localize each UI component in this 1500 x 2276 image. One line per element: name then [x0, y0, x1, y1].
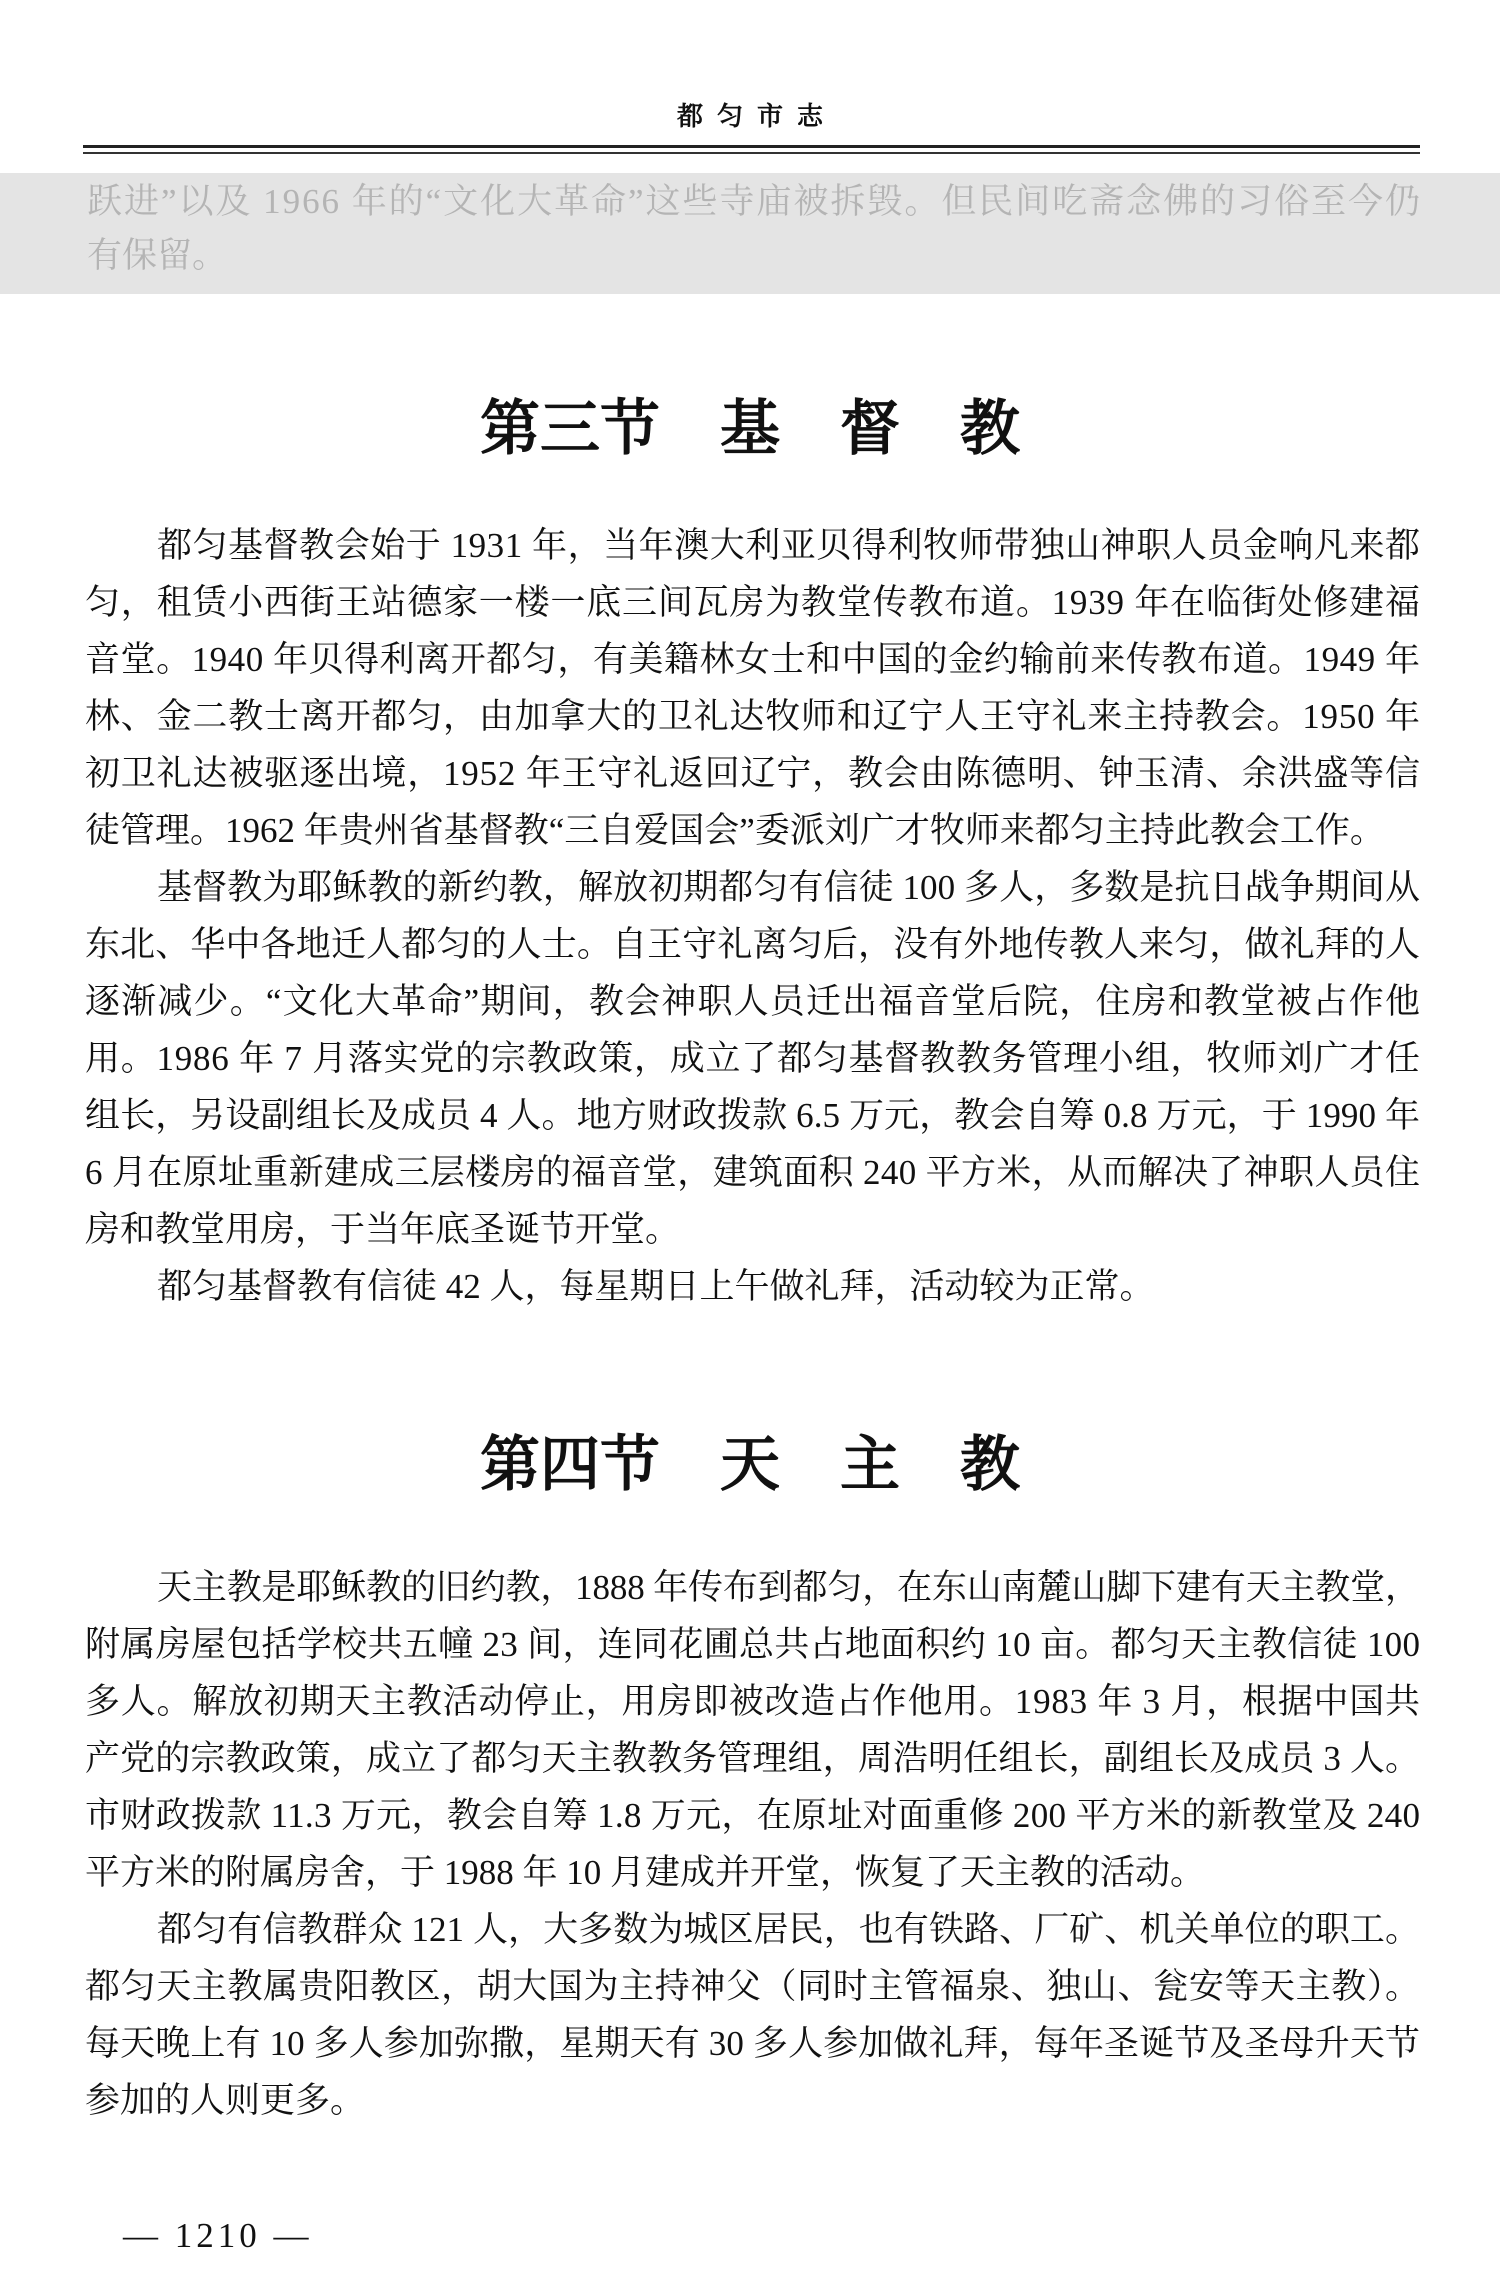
text-line: 每天晚上有 10 多人参加弥撒，星期天有 30 多人参加做礼拜，每年圣诞节及圣母升天节 [85, 2024, 1421, 2063]
text-line: 基督教为耶稣教的新约教，解放初期都匀有信徒 100 多人，多数是抗日战争期间从 [157, 868, 1421, 907]
text-line: 逐渐减少。“文化大革命”期间，教会神职人员迁出福音堂后院，住房和教堂被占作他 [85, 982, 1422, 1021]
text-line: 组长，另设副组长及成员 4 人。地方财政拨款 6.5 万元，教会自筹 0.8 万元，于 1990 年 [85, 1096, 1421, 1135]
text-line: 匀，租赁小西街王站德家一楼一底三间瓦房为教堂传教布道。1939 年在临街处修建福 [85, 583, 1421, 622]
header-rule-thin [83, 152, 1420, 154]
continued-text [87, 175, 1420, 283]
text-line: 东北、华中各地迁人都匀的人士。自王守礼离匀后，没有外地传教人来匀，做礼拜的人 [85, 925, 1421, 964]
text-line: 音堂。1940 年贝得利离开都匀，有美籍林女士和中国的金约输前来传教布道。1949 年 [85, 640, 1421, 679]
text-line: 都匀有信教群众 121 人，大多数为城区居民，也有铁路、厂矿、机关单位的职工。 [157, 1910, 1421, 1949]
text-line: 有保留。 [87, 236, 228, 275]
text-line: 都匀基督教会始于 1931 年，当年澳大利亚贝得利牧师带独山神职人员金响凡来都 [157, 526, 1421, 565]
header-rule-thick [83, 145, 1420, 148]
section-body [85, 517, 1420, 1315]
section-heading: 第四节 天 主 教 [480, 1432, 1020, 1498]
text-line: 用。1986 年 7 月落实党的宗教政策，成立了都匀基督教教务管理小组，牧师刘广才任 [85, 1039, 1421, 1078]
text-line: 房和教堂用房，于当年底圣诞节开堂。 [85, 1210, 681, 1249]
text-line: 6 月在原址重新建成三层楼房的福音堂，建筑面积 240 平方米，从而解决了神职人员住 [85, 1153, 1421, 1192]
text-line: 都匀天主教属贵阳教区，胡大国为主持神父（同时主管福泉、独山、瓮安等天主教）。 [85, 1967, 1421, 2006]
text-line: 平方米的附属房舍，于 1988 年 10 月建成并开堂，恢复了天主教的活动。 [85, 1853, 1206, 1892]
section-heading: 第三节 基 督 教 [480, 396, 1020, 462]
paragraph [85, 517, 1420, 859]
text-line: 天主教是耶稣教的旧约教，1888 年传布到都匀，在东山南麓山脚下建有天主教堂， [157, 1568, 1420, 1607]
paragraph [85, 859, 1420, 1258]
running-head-title: 都匀市志 [676, 102, 837, 131]
text-line: 产党的宗教政策，成立了都匀天主教教务管理组，周浩明任组长，副组长及成员 3 人。 [85, 1739, 1421, 1778]
text-line: 徒管理。1962 年贵州省基督教“三自爱国会”委派刘广才牧师来都匀主持此教会工作。 [85, 811, 1385, 850]
continued-text-banner [0, 173, 1500, 294]
text-line: 初卫礼达被驱逐出境，1952 年王守礼返回辽宁，教会由陈德明、钟玉清、余洪盛等信 [85, 754, 1421, 793]
paragraph [85, 1559, 1420, 1901]
text-line: 多人。解放初期天主教活动停止，用房即被改造占作他用。1983 年 3 月，根据中国共 [85, 1682, 1421, 1721]
text-line: 市财政拨款 11.3 万元，教会自筹 1.8 万元，在原址对面重修 200 平方米的新教堂及 240 [85, 1796, 1421, 1835]
text-line: 参加的人则更多。 [85, 2081, 366, 2120]
text-line: 都匀基督教有信徒 42 人，每星期日上午做礼拜，活动较为正常。 [157, 1267, 1155, 1306]
text-line: 林、金二教士离开都匀，由加拿大的卫礼达牧师和辽宁人王守礼来主持教会。1950 年 [85, 697, 1421, 736]
paragraph [85, 1258, 1420, 1315]
text-line: 跃进”以及 1966 年的“文化大革命”这些寺庙被拆毁。但民间吃斋念佛的习俗至今仍 [87, 182, 1422, 221]
text-line: 附属房屋包括学校共五幢 23 间，连同花圃总共占地面积约 10 亩。都匀天主教信徒 100 [85, 1625, 1421, 1664]
section-body [85, 1559, 1420, 2129]
paragraph [85, 1901, 1420, 2129]
page-number: — 1210 — [123, 2216, 313, 2255]
